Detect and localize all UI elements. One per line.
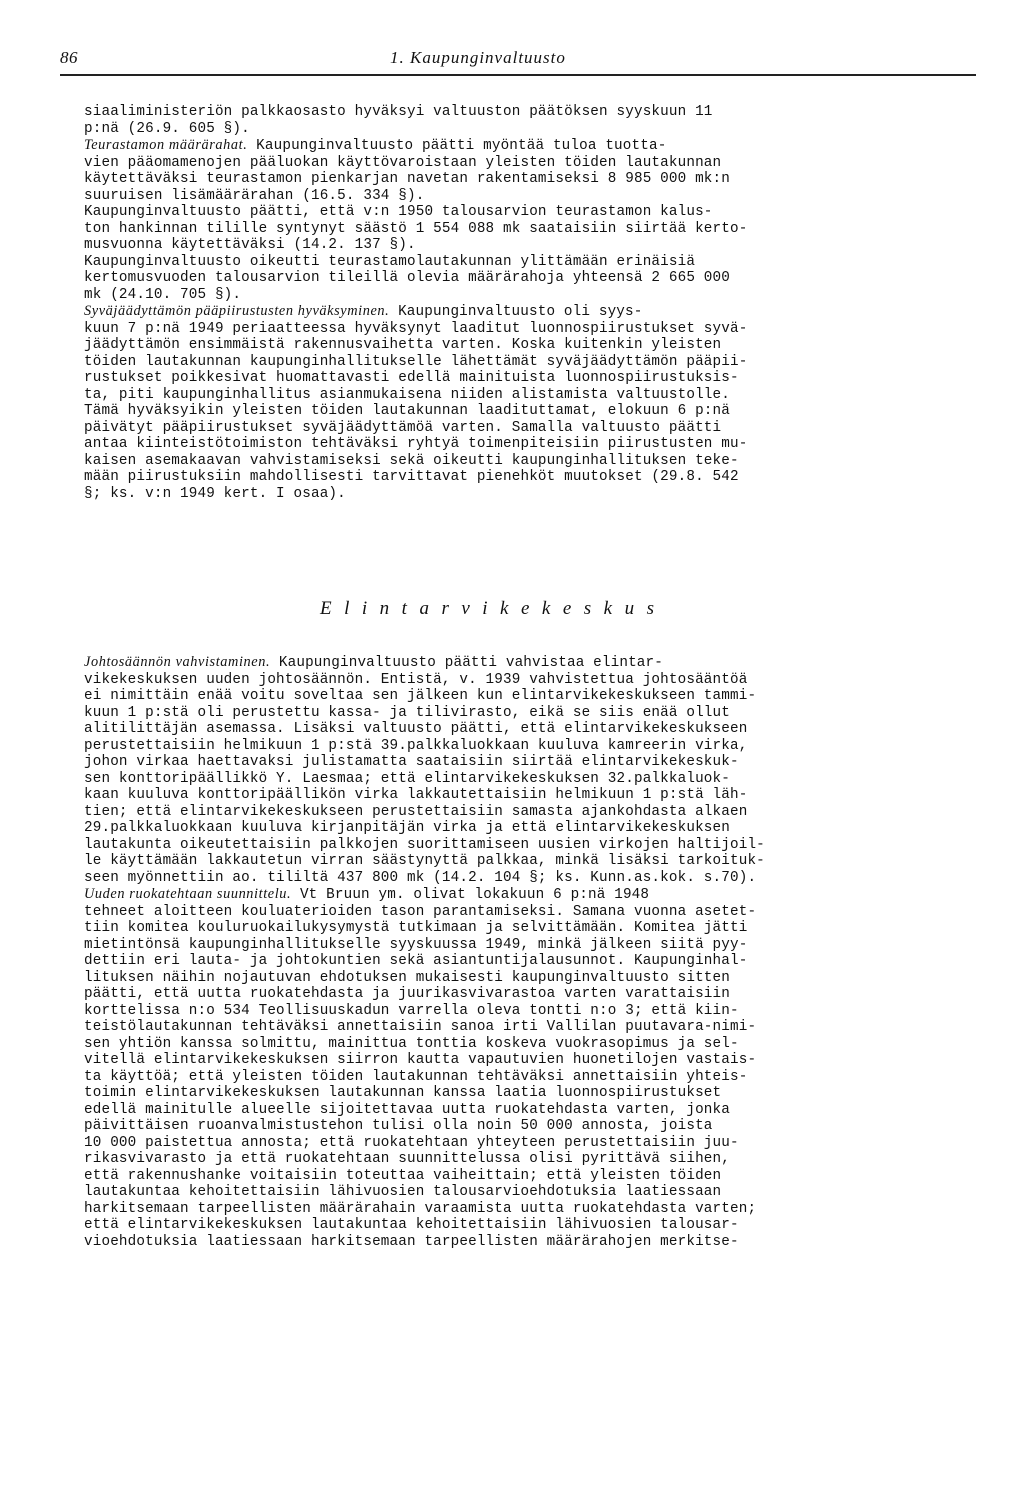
paragraph-budget-overrun: Kaupunginvaltuusto oikeutti teurastamolautakunnan ylittämään erinäisiä kertomusvuoden talousarvion tileillä olevia määrärahoja yhteensä 2 665 000 mk (24.10. 705 §).: [84, 253, 730, 303]
section-heading: Elintarvikekeskus: [320, 598, 667, 619]
paragraph-lead-title: Johtosäännön vahvistaminen.: [84, 654, 271, 670]
food-center-section-text: [84, 654, 976, 1250]
paragraph-lead-title: Syväjäädyttämön pääpiirustusten hyväksyminen.: [84, 303, 390, 319]
paragraph-food-factory-planning: Uuden ruokatehtaan suunnittelu. Vt Bruun ym. olivat lokakuun 6 p:nä 1948 tehneet aloitteen kouluaterioiden tason parantamiseksi. Samana vuonna asetet- tiin komitea kouluruokailukysymystä tutkimaan ja selvittämään. Komitea jätti mietintönsä kaupunginhallitukselle syyskuussa 1949, minkä jälkeen siitä pyy- dettiin eri lauta- ja johtokuntien sekä asiantuntijalausunnot. Kaupunginhal- lituksen näihin nojautuvan ehdotuksen mukaisesti kaupunginvaltuusto sitten päätti, että uutta ruokatehdasta ja juurikasvivarastoa varten varattaisiin korttelissa n:o 534 Teollisuuskadun varrella oleva tontti n:o 3; että kiin- teistölautakunnan tehtäväksi annettaisiin sanoa irti Vallilan puutavara-nimi- sen yhtiön kanssa solmittu, mainittua tonttia koskeva vuokrasopimus ja sel- vitellä elintarvikekeskuksen siirron kautta vapautuvien huonetilojen vastais- ta käyttöä; että yleisten töiden lautakunnan tehtäväksi annettaisiin yhteis- toimin elintarvikekeskuksen lautakunnan kanssa laatia luonnospiirustukset edellä mainitulle alueelle sijoitettavaa uutta ruokatehdasta varten, jonka päivittäisen ruoanvalmistustehon tulisi olla noin 50 000 annosta, joista 10 000 paistettua annosta; että ruokatehtaan yhteyteen perustettaisiin juu- rikasvivarasto ja että ruokatehtaan suunnittelussa olisi pyrittävä siihen, että rakennushanke voitaisiin toteuttaa vaiheittain; että yleisten töiden lautakuntaa kehoitettaisiin lähivuosien talousarvioehdotuksia laatiessaan harkitsemaan tarpeellisten määrärahain varaamista uutta ruokatehdasta varten; että elintarvikekeskuksen lautakuntaa kehoitettaisiin lähivuosien talousar- vioehdotuksia laatiessaan harkitsemaan tarpeellisten määrärahojen merkitse-: [84, 886, 757, 1250]
council-decisions-text: [84, 104, 976, 502]
running-title: 1. Kaupunginvaltuusto: [390, 48, 566, 67]
page-number: 86: [60, 48, 78, 67]
paragraph-slaughterhouse-appropriations: Teurastamon määrärahat. Kaupunginvaltuusto päätti myöntää tuloa tuotta- vien pääomamenojen pääluokan käyttövaroistaan yleisten töiden lautakunnan käytettäväksi teurastamon pienkarjan navetan rakentamiseksi 8 985 000 mk:n suuruisen lisämäärärahan (16.5. 334 §).: [84, 137, 730, 204]
paragraph-ministry-approval: siaaliministeriön palkkaosasto hyväksyi valtuuston päätöksen syyskuun 11 p:nä (26.9. 605 §).: [84, 104, 713, 137]
paragraph-rules-confirmation: Johtosäännön vahvistaminen. Kaupunginvaltuusto päätti vahvistaa elintar- vikekeskuksen uuden johtosäännön. Entistä, v. 1939 vahvistettua johtosääntöä ei nimittäin enää voitu soveltaa sen jälkeen kun elintarvikekeskukseen tammi- kuun 1 p:stä oli perustettu kassa- ja tilivirasto, eikä se siis enää ollut alitilittäjän asemassa. Lisäksi valtuusto päätti, että elintarvikekeskukseen perustettaisiin helmikuun 1 p:stä 39.palkkaluokkaan kuuluva kamreerin virka, johon virkaa haettavaksi julistamatta saataisiin siirtää elintarvikekeskuk- sen konttoripäällikkö Y. Laesmaa; että elintarvikekeskuksen 32.palkkaluok- kaan kuuluva konttoripäällikön virka lakkautettaisiin helmikuun 1 p:stä läh- tien; että elintarvikekeskukseen perustettaisiin samasta ajankohdasta alkaen 29.palkkaluokkaan kuuluva kirjanpitäjän virka ja että elintarvikekeskuksen lautakunta oikeutettaisiin palkkojen suorittamiseen uusien virkojen haltijoil- le käyttämään lakkautetun virran säästynyttä palkkaa, minkä lisäksi tarkoituk- seen myönnettiin ao. tililtä 437 800 mk (14.2. 104 §; ks. Kunn.as.kok. s.70).: [84, 654, 765, 886]
paragraph-savings-transfer: Kaupunginvaltuusto päätti, että v:n 1950 talousarvion teurastamon kalus- ton hankinnan tilille syntynyt säästö 1 554 088 mk saataisiin siirtää kerto- musvuonna käytettäväksi (14.2. 137 §).: [84, 204, 748, 253]
paragraph-lead-title: Uuden ruokatehtaan suunnittelu.: [84, 886, 292, 902]
page-header: [60, 48, 976, 76]
paragraph-freezing-plant-drawings: Syväjäädyttämön pääpiirustusten hyväksyminen. Kaupunginvaltuusto oli syys- kuun 7 p:nä 1949 periaatteessa hyväksynyt laaditut luonnospiirustukset syvä- jäädyttämön ensimmäistä rakennusvaihetta varten. Koska kuitenkin yleisten töiden lautakunnan kaupunginhallitukselle lähettämät syväjäädyttämön pääpii- rustukset poikkesivat huomattavasti edellä mainituista luonnospiirustuksis- ta, piti kaupunginhallitus asianmukaisena niiden alistamista valtuustolle. Tämä hyväksyikin yleisten töiden lautakunnan laadituttamat, elokuun 6 p:nä päivätyt pääpiirustukset syväjäädyttämöä varten. Samalla valtuusto päätti antaa kiinteistötoimiston tehtäväksi ryhtyä toimenpiteisiin piirustusten mu- kaisen asemakaavan vahvistamiseksi sekä oikeutti kaupunginhallituksen teke- mään piirustuksiin mahdollisesti tarvittavat pienehköt muutokset (29.8. 542 §; ks. v:n 1949 kert. I osaa).: [84, 303, 748, 502]
paragraph-lead-title: Teurastamon määrärahat.: [84, 137, 248, 153]
